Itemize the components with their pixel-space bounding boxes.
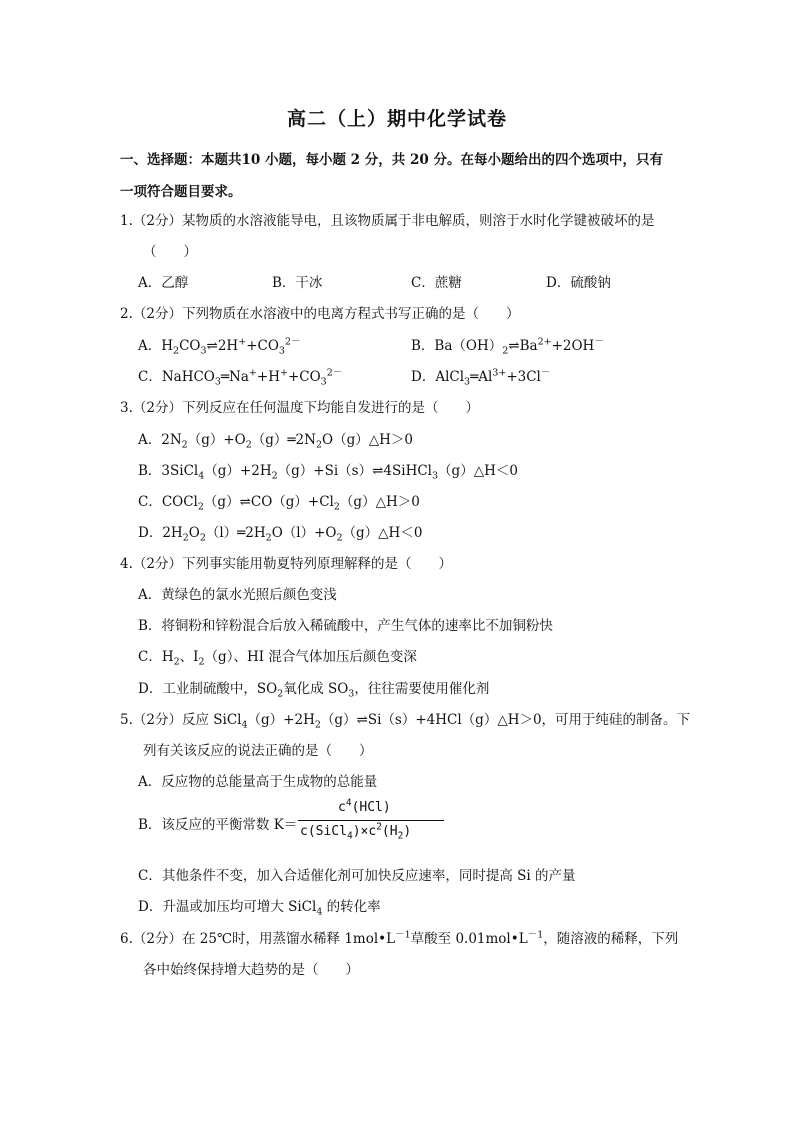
q2-option-a: A．$H_2CO_3\rightleftharpoons 2H^++CO_3^{2-}$ <box>138 336 301 357</box>
q4-option-a: A．黄绿色的氯水光照后颜色变浅 <box>138 587 337 603</box>
q2-stem: 2.（2分）下列物质在水溶液中的电离方程式书写正确的是（ ） <box>120 306 520 322</box>
q5-stem: 5.（2分）反应 $SiCl_4(g)+2H_2(g)\rightleftharpoons Si(s)+4HCl(g)\triangle H>0$，可用于纯硅的制备。下 <box>120 712 691 731</box>
q5-option-c: C．其他条件不变，加入合适催化剂可加快反应速率，同时提高 Si 的产量 <box>138 868 576 884</box>
q4-option-c: C．$H_2$、$I_2(g)$、HI 混合气体加压后颜色变深 <box>138 649 417 668</box>
q2-option-c: C．$NaHCO_3═Na^++H^++CO_3^{2-}$ <box>138 367 343 388</box>
q2-option-b: B．$Ba(OH)_2\rightleftharpoons Ba^{2+}+2OH^-$ <box>411 336 604 357</box>
q1-option-a: A．乙醇 <box>138 275 189 291</box>
fraction-numerator: $c^4(HCl)$ <box>338 797 391 815</box>
q3-option-a: A．$2N_2(g)+O_2(g)═2N_2O(g)\triangle H>0$ <box>138 432 413 451</box>
section-instruction-line2: 一项符合题目要求。 <box>120 184 242 200</box>
q1-option-d: D．硫酸钠 <box>546 275 611 291</box>
fraction-bar <box>298 820 444 821</box>
q4-option-d: D．工业制硫酸中，$SO_2$氧化成 $SO_3$，往往需要使用催化剂 <box>138 681 490 700</box>
page-title: 高二（上）期中化学试卷 <box>286 108 507 130</box>
q3-option-d: D．$2H_2O_2(l)═2H_2O(l)+O_2(g)\triangle H<0$ <box>138 525 423 544</box>
q1-stem-paren: （ ） <box>143 244 197 260</box>
q3-stem: 3.（2分）下列反应在任何温度下均能自发进行的是（ ） <box>120 400 479 416</box>
q4-stem: 4.（2分）下列事实能用勒夏特列原理解释的是（ ） <box>120 556 452 572</box>
q5-option-a: A．反应物的总能量高于生成物的总能量 <box>138 774 378 790</box>
q5-stem-cont: 列有关该反应的说法正确的是（ ） <box>143 743 373 759</box>
q1-stem: 1.（2分）某物质的水溶液能导电，且该物质属于非电解质，则溶于水时化学键被破坏的是 <box>120 213 655 229</box>
q2-option-d: D．$AlCl_3═Al^{3+}+3Cl^-$ <box>411 367 551 388</box>
q1-option-b: B．干冰 <box>272 275 323 291</box>
q5-option-d: D．升温或加压均可增大 SiCl$_4$ 的转化率 <box>138 899 381 918</box>
section-instruction-line1: 一、选择题：本题共10 小题，每小题 2 分，共 20 分。在每小题给出的四个选项中，只有 <box>120 152 663 168</box>
q3-option-b: B．$3SiCl_4(g)+2H_2(g)+Si(s)\rightleftharpoons 4SiHCl_3(g)\triangle H<0$ <box>138 463 518 482</box>
fraction-denominator: $c(SiCl_4)\times c^2(H_2)$ <box>300 821 412 842</box>
q1-option-c: C．蔗糖 <box>411 275 462 291</box>
q5-option-b-prefix: B．该反应的平衡常数 K＝ <box>138 817 298 833</box>
q3-option-c: C．$COCl_2(g)\rightleftharpoons CO(g)+Cl_2(g)\triangle H>0$ <box>138 494 420 513</box>
q4-option-b: B．将铜粉和锌粉混合后放入稀硫酸中，产生气体的速率比不加铜粉快 <box>138 618 553 634</box>
q6-stem-cont: 各中始终保持增大趋势的是（ ） <box>143 962 359 978</box>
q6-stem: 6.（2分）在 25℃时，用蒸馏水稀释 $1mol•L^{-1}$草酸至 $0.01mol•L^{-1}$，随溶液的稀释，下列 <box>120 929 679 947</box>
